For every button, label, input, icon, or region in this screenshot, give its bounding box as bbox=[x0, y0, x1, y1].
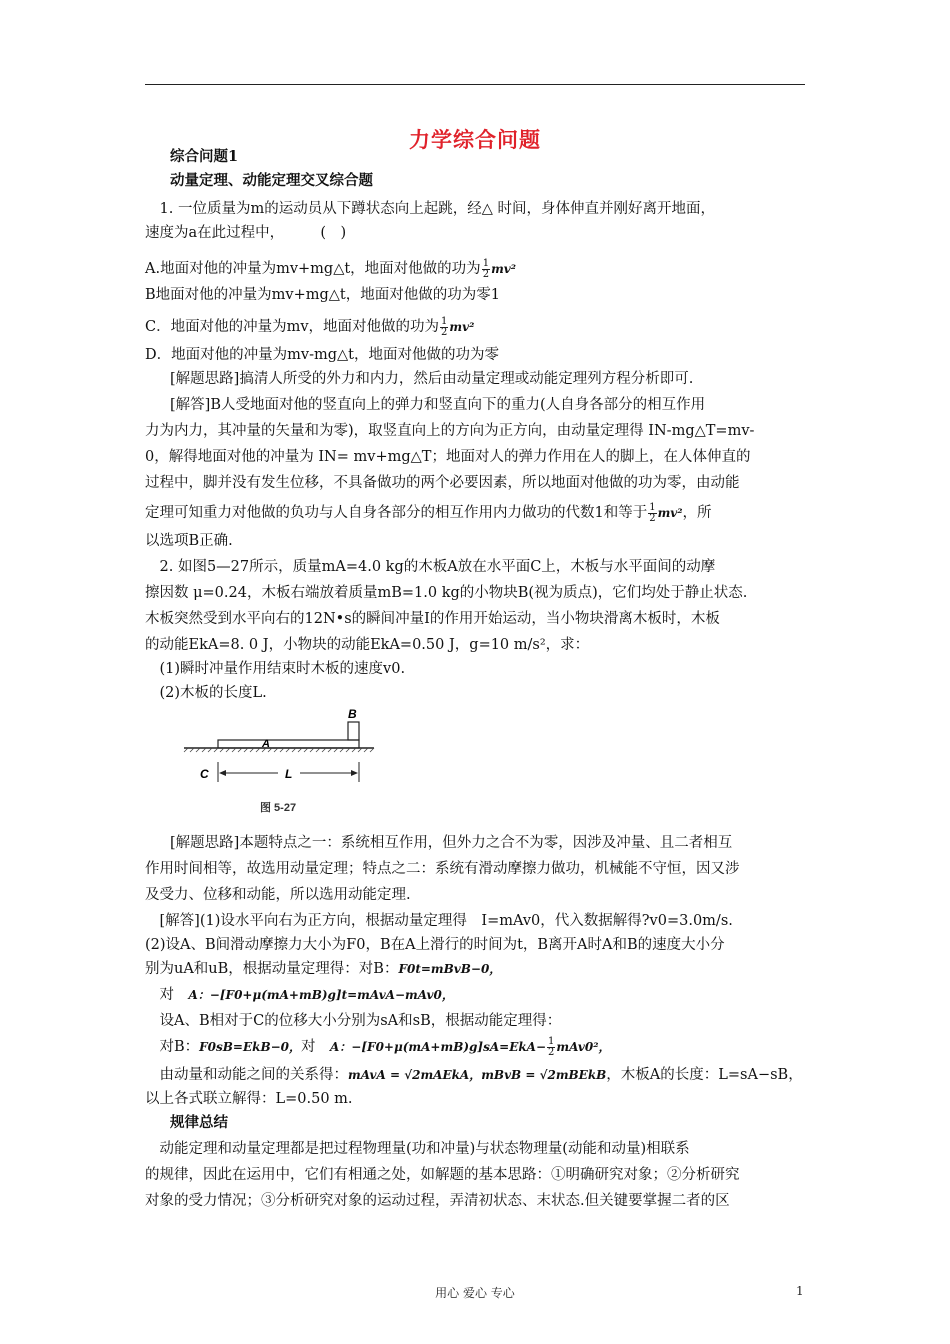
dim-arrow-left bbox=[219, 770, 226, 776]
q1-answer-line-1: [解答]B人受地面对他的竖直向上的弹力和竖直向下的重力(人自身各部分的相互作用 bbox=[170, 397, 706, 413]
figure-label-c: C bbox=[200, 767, 209, 781]
equation-relation: mAvA = √2mAEkA，mBvB = √2mBEkB bbox=[348, 1068, 607, 1082]
q1-answer-line-2: 力为内力，其冲量的矢量和为零)，取竖直向上的方向为正方向，由动量定理得 IN-mg△T=mv- bbox=[145, 423, 755, 439]
summary-heading: 规律总结 bbox=[170, 1114, 228, 1131]
q2-answer-line-5: 设A、B相对于C的位移大小分别为sA和sB，根据动能定理得： bbox=[145, 1013, 562, 1029]
q2-idea-line-2: 作用时间相等，故选用动量定理；特点之二：系统有滑动摩擦力做功，机械能不守恒，因又涉 bbox=[145, 861, 740, 877]
summary-line-3: 对象的受力情况；③分析研究对象的运动过程，弄清初状态、末状态.但关键要掌握二者的区 bbox=[145, 1193, 730, 1209]
q2-idea-line-3: 及受力、位移和动能，所以选用动能定理. bbox=[145, 887, 411, 903]
q2-answer-line-8: 以上各式联立解得：L=0.50 m. bbox=[145, 1091, 353, 1107]
summary-line-1: 动能定理和动量定理都是把过程物理量(功和冲量)与状态物理量(动能和动量)相联系 bbox=[145, 1141, 690, 1157]
figure-label-l: L bbox=[285, 767, 293, 781]
figure-5-27 bbox=[178, 700, 378, 825]
q1-option-b: B地面对他的冲量为mv+mg△t，地面对他做的功为零1 bbox=[145, 287, 500, 303]
figure-label-b: B bbox=[348, 707, 357, 721]
half-fraction: $\frac{1}{2}$ bbox=[649, 501, 656, 524]
q1-answer-line-5: 定理可知重力对他做的负功与人自身各部分的相互作用内力做功的代数1和等于 $\frac{1}{2}$ mv²，所 bbox=[145, 501, 712, 524]
page-number: 1 bbox=[796, 1284, 804, 1298]
q1-option-d: D．地面对他的冲量为mv-mg△t，地面对他做的功为零 bbox=[145, 347, 499, 363]
q1-stem-line-1: 1. 一位质量为m的运动员从下蹲状态向上起跳，经△ 时间，身体伸直并刚好离开地面， bbox=[145, 201, 715, 217]
q1-stem-line-2: 速度为a在此过程中， ( ) bbox=[145, 225, 347, 241]
figure-label-a: A bbox=[262, 738, 270, 750]
q2-answer-line-6: 对B：F0sB=EkB−0，对 A：−[F0+μ(mA+mB)g]sA=EkA− $\frac{1}{2}$ mAv0²， bbox=[145, 1035, 611, 1058]
q2-answer-line-2: (2)设A、B间滑动摩擦力大小为F0，B在A上滑行的时间为t，B离开A时A和B的速度大小分 bbox=[145, 937, 725, 953]
q1-answer-line-5-text: 定理可知重力对他做的负功与人自身各部分的相互作用内力做功的代数1和等于 bbox=[145, 505, 648, 521]
page-title: 力学综合问题 bbox=[409, 127, 541, 152]
half-fraction: $\frac{1}{2}$ bbox=[482, 257, 490, 280]
header-rule bbox=[145, 84, 805, 85]
q2-idea-line-1: [解题思路]本题特点之一：系统相互作用，但外力之合不为零，因涉及冲量、且二者相互 bbox=[170, 835, 733, 851]
q2-answer-line-3: 别为uA和uB，根据动量定理得：对B：F0t=mBvB−0， bbox=[145, 961, 502, 977]
q2-answer-line-1: [解答](1)设水平向右为正方向，根据动量定理得 I=mAv0，代入数据解得?v0=3.0m/s. bbox=[145, 913, 733, 929]
q1-option-a bbox=[145, 258, 810, 280]
page-footer: 用心 爱心 专心 bbox=[435, 1286, 515, 1300]
q2-stem-line-1: 2. 如图5—27所示，质量mA=4.0 kg的木板A放在水平面C上，木板与水平面间的动摩 bbox=[145, 559, 716, 575]
section-heading: 综合问题1 bbox=[170, 148, 239, 165]
q1-idea: [解题思路]搞清人所受的外力和内力，然后由动量定理或动能定理列方程分析即可. bbox=[170, 371, 694, 387]
equation-b1: F0t=mBvB−0， bbox=[398, 962, 502, 976]
q2-sub-1: (1)瞬时冲量作用结束时木板的速度v0. bbox=[145, 661, 406, 677]
q2-sub-2: (2)木板的长度L. bbox=[145, 685, 267, 701]
block-b bbox=[348, 722, 359, 740]
mv2-formula: mv² bbox=[657, 506, 683, 520]
mv2-formula: mv² bbox=[491, 262, 516, 276]
equation-a2: A：−[F0+μ(mA+mB)g]sA=EkA− bbox=[330, 1040, 547, 1054]
equation-a1: A：−[F0+μ(mA+mB)g]t=mAvA−mAv0， bbox=[188, 988, 454, 1002]
summary-line-2: 的规律，因此在运用中，它们有相通之处，如解题的基本思路：①明确研究对象；②分析研究 bbox=[145, 1167, 740, 1183]
q1-answer-line-6: 以选项B正确. bbox=[145, 533, 233, 549]
q1-answer-line-4: 过程中，脚并没有发生位移，不具备做功的两个必要因素，所以地面对他做的功为零，由动能 bbox=[145, 475, 740, 491]
q2-answer-line-7: 由动量和动能之间的关系得：mAvA = √2mAEkA，mBvB = √2mBEkB，木板A的长度：L=sA−sB， bbox=[145, 1067, 803, 1083]
q2-stem-line-4: 的动能EkA=8. 0 J，小物块的动能EkA=0.50 J，g=10 m/s²，求： bbox=[145, 637, 590, 653]
q2-answer-line-4: 对 A：−[F0+μ(mA+mB)g]t=mAvA−mAv0， bbox=[145, 987, 454, 1003]
mv2-formula: mv² bbox=[449, 320, 475, 334]
half-fraction: $\frac{1}{2}$ bbox=[548, 1035, 555, 1058]
board-a bbox=[218, 740, 359, 748]
subsection-heading: 动量定理、动能定理交叉综合题 bbox=[170, 172, 373, 189]
figure-caption: 图 5-27 bbox=[260, 802, 297, 814]
equation-b2: F0sB=EkB−0， bbox=[199, 1040, 301, 1054]
q1-option-a-text: A.地面对他的冲量为mv+mg△t，地面对他做的功为 bbox=[145, 261, 481, 277]
q1-option-c-text: C．地面对他的冲量为mv，地面对他做的功为 bbox=[145, 319, 440, 335]
q1-option-c bbox=[145, 316, 810, 338]
q1-answer-line-3: 0，解得地面对他的冲量为 IN= mv+mg△T；地面对人的弹力作用在人的脚上，在人体伸直的 bbox=[145, 449, 751, 465]
q2-stem-line-2: 擦因数 μ=0.24，木板右端放着质量mB=1.0 kg的小物块B(视为质点)，它们均处于静止状态. bbox=[145, 585, 748, 601]
half-fraction: $\frac{1}{2}$ bbox=[441, 315, 448, 338]
q2-stem-line-3: 木板突然受到水平向右的12N•s的瞬间冲量I的作用开始运动，当小物块滑离木板时，木板 bbox=[145, 611, 720, 627]
dim-arrow-right bbox=[351, 770, 358, 776]
